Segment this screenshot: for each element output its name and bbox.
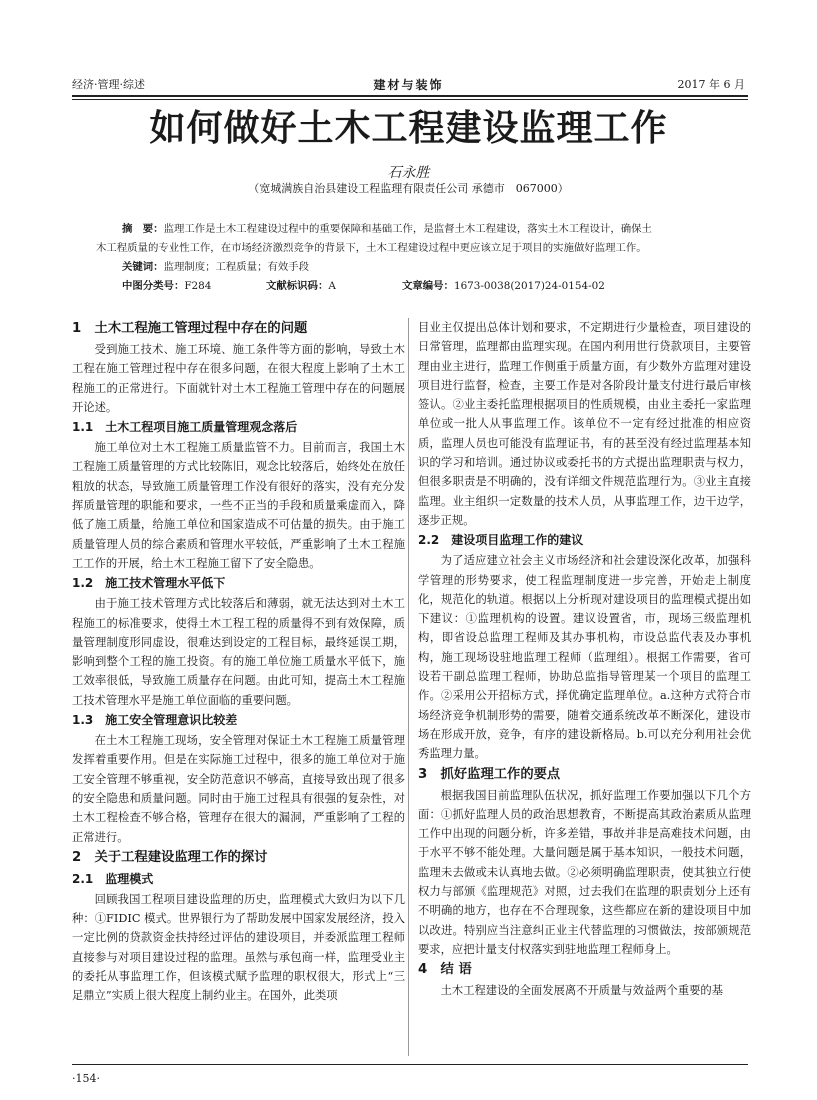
section-4-paragraph: 土木工程建设的全面发展离不开质量与效益两个重要的基 — [440, 984, 724, 998]
doc-code-field — [266, 277, 402, 296]
section-2-heading: 2 关于工程建设监理工作的探讨 — [72, 849, 268, 865]
doc-code-value: A — [328, 280, 336, 292]
abstract-line-1 — [96, 220, 740, 239]
keywords-label: 关键词： — [122, 261, 164, 273]
right-column — [418, 318, 751, 1001]
journal-name: 建材与装饰 — [373, 78, 444, 92]
section-1-2-heading: 1.2 施工技术管理水平低下 — [72, 576, 226, 591]
article-no-label: 文章编号： — [402, 280, 454, 292]
section-2-1-paragraph: 回顾我国工程项目建设监理的历史，监理模式大致归为以下几种：①FIDIC 模式。世界银行为了帮助发展中国家发展经济，投入一定比例的贷款资金扶持经过评估的建设项目，并委派监理工程师直接参与对项目建设过程的监理。虽然与承包商一样，监理受业主的委托从事监理工作，但该模式赋予监理的职权很大，形式上“三足鼎立”实质上很大程度上制约业主。在国外，此类项 — [72, 892, 405, 1003]
article-no-field — [402, 277, 605, 296]
keywords-line — [96, 258, 740, 277]
abstract-label: 摘 要： — [122, 223, 164, 235]
author-name: 石永胜 — [387, 165, 430, 181]
classification-row — [96, 277, 740, 296]
clc-label: 中图分类号： — [122, 280, 185, 292]
clc-field — [122, 277, 266, 296]
section-1-paragraph: 受到施工技术、施工环境、施工条件等方面的影响，导致土木工程在施工管理过程中存在很多问题，在很大程度上影响了土木工程施工的正常进行。下面就针对土木工程施工管理中存在的问题展开论述。 — [72, 343, 405, 414]
section-1-1-heading: 1.1 土木工程项目施工质量管理观念落后 — [72, 420, 298, 435]
article-no-value: 1673-0038(2017)24-0154-02 — [453, 280, 605, 292]
section-3-paragraph: 根据我国目前监理队伍状况，抓好监理工作要加强以下几个方面：①抓好监理人员的政治思想教育，不断提高其政治素质从监理工作中出现的问题分析，许多差错，事故并非是高难技术问题，由于水平不够不能处理。大量问题是属于基本知识，一般技术问题，监理未去做或未认真地去做。②必须明确监理职责，使其独立行使权力与部颁《监理规范》对照，过去我们在监理的职责划分上还有不明确的地方，也存在不合理现象，这些都应在新的建设项目中加以改进。特别应当注意纠正业主代替监理的习惯做法，按部颁规范要求，应把计量支付权落实到驻地监理工程师身上。 — [418, 788, 751, 956]
section-4-heading: 4 结 语 — [418, 962, 472, 978]
author-affiliation: （宽城满族自治县建设工程监理有限责任公司 承德市 067000） — [248, 182, 569, 195]
article-meta — [96, 220, 740, 296]
section-2-2-heading: 2.2 建设项目监理工作的建议 — [418, 533, 584, 548]
section-1-3-heading: 1.3 施工安全管理意识比较差 — [72, 713, 238, 728]
abstract-line-2: 木工程质量的专业性工作，在市场经济激烈竞争的背景下，土木工程建设过程中更应该立足于项目的实施做好监理工作。 — [96, 242, 647, 254]
section-3-heading: 3 抓好监理工作的要点 — [418, 766, 561, 782]
article-title: 如何做好土木工程建设监理工作 — [149, 107, 668, 149]
section-1-1-paragraph: 施工单位对土木工程施工质量监管不力。目前而言，我国土木工程施工质量管理的方式比较陈旧，观念比较落后，始终处在放任粗放的状态，导致施工质量管理工作没有很好的落实，没有充分发挥质量管理的职能和要求，一些不正当的手段和质量乘虚而入，降低了施工质量，给施工单位和国家造成不可估量的损失。由于施工质量管理人员的综合素质和管理水平较低，严重影响了土木工程施工工作的开展，给土木工程施工留下了安全隐患。 — [72, 441, 405, 570]
section-1-3-paragraph: 在土木工程施工现场，安全管理对保证土木工程施工质量管理发挥着重要作用。但是在实际施工过程中，很多的施工单位对于施工安全管理不够重视，安全防范意识不够高，直接导致出现了很多的安全隐患和质量问题。同时由于施工过程具有很强的复杂性，对土木工程检查不够合格，管理存在很大的漏洞，严重影响了工程的正常进行。 — [72, 734, 405, 844]
clc-value: F284 — [184, 280, 212, 292]
header-rule-thick — [72, 95, 748, 97]
section-2-2-paragraph: 为了适应建立社会主义市场经济和社会建设深化改革，加强科学管理的形势要求，使工程监理制度进一步完善，开始走上制度化，规范化的轨道。根据以上分析现对建设项目的监理模式提出如下建议：①监理机构的设置。建议设置省，市，现场三级监理机构，即省设总监理工程师及其办事机构，市设总监代表及办事机构，施工现场设驻地监理工程师（监理组）。根据工作需要，省可设若干副总监理工程师，协助总监指导管理某一个项目的监理工作。②采用公开招标方式，择优确定监理单位。a.这种方式符合市场经济竞争机制形势的需要，随着交通系统改革不断深化，建设市场在形成开放，竞争，有序的建设新格局。b.可以充分利用社会优秀监理力量。 — [418, 554, 751, 761]
section-2-1-heading: 2.1 监理模式 — [72, 871, 154, 886]
section-2-1-continued: 目业主仅提出总体计划和要求，不定期进行少量检查，项目建设的日常管理，监理都由监理实现。在国内利用世行贷款项目，主要管理由业主进行，监理工作侧重于质量方面，有少数外方监理对建设项目进行监督，检查，主要工作是对各阶段计量支付进行最后审核签认。②业主委托监理根据项目的性质规模，由业主委托一家监理单位或一批人从事监理工作。该单位不一定有经过批准的相应资质，监理人员也可能没有监理证书，有的甚至没有经过监理基本知识的学习和培训。通过协议或委托书的方式提出监理职责与权力，但很多职责是不明确的，没有详细文件规范监理行为。③业主直接监理。业主组织一定数量的技术人员，从事监理工作，边干边学，逐步正规。 — [418, 321, 751, 527]
column-divider — [408, 318, 409, 1056]
header-rule-thin — [72, 99, 748, 100]
running-header-section: 经济·管理·综述 — [72, 78, 145, 91]
footer-rule — [72, 1064, 748, 1065]
issue-date: 2017 年 6 月 — [677, 78, 745, 91]
abstract-text-1: 监理工作是土木工程建设过程中的重要保障和基础工作，是监督土木工程建设，落实土木工程设计，确保土 — [163, 223, 652, 235]
section-1-2-paragraph: 由于施工技术管理方式比较落后和薄弱，就无法达到对土木工程施工的标准要求，使得土木工程工程的质量得不到有效保障，质量管理制度形同虚设，很难达到设定的工程目标，最终延误工期，影响到整个工程的施工投资。有的施工单位施工质量水平低下，施工效率很低，导致施工质量存在问题。由此可知，提高土木工程施工技术管理水平是施工单位面临的重要问题。 — [72, 597, 405, 707]
page-number: ·154· — [72, 1072, 100, 1085]
section-1-heading: 1 土木工程施工管理过程中存在的问题 — [72, 321, 308, 336]
left-column — [72, 318, 405, 1006]
keywords-text: 监理制度；工程质量；有效手段 — [163, 261, 310, 273]
doc-code-label: 文献标识码： — [266, 280, 329, 292]
